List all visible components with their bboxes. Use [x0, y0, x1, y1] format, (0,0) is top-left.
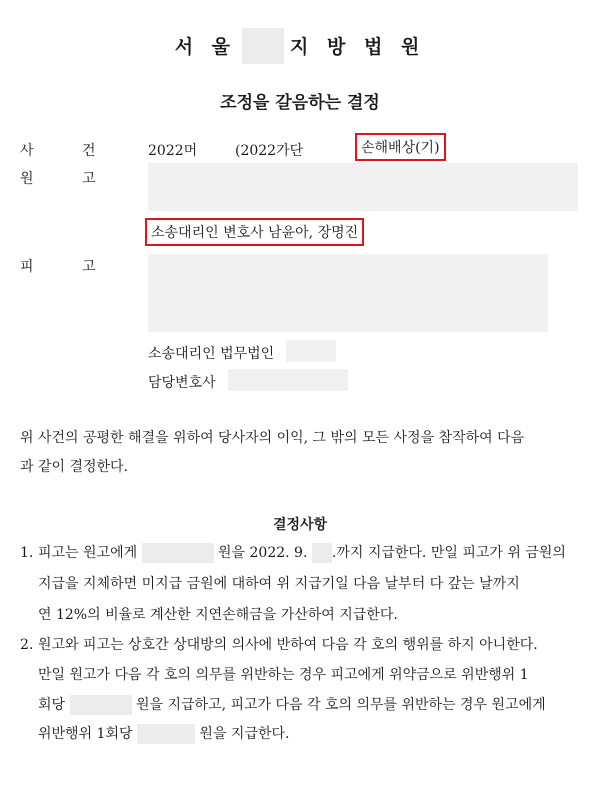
redacted-amount: [142, 543, 214, 563]
redacted-court-region: [242, 28, 284, 64]
redacted-firm-name: [286, 340, 336, 362]
intro-line-2: 과 같이 결정한다.: [20, 459, 129, 475]
defendant-lawyer: 담당변호사: [148, 375, 216, 391]
item-1-part-b: 원을 2022. 9.: [218, 545, 308, 561]
item-1-line-3: 연 12%의 비율로 계산한 지연손해금을 가산하여 지급한다.: [38, 607, 398, 623]
item-2-line-3: [38, 690, 546, 721]
label-sa: 사: [20, 143, 34, 159]
item-1-part-c: .까지 지급한다. 만일 피고가 위 금원의: [331, 545, 566, 561]
defendant-attorney: 소송대리인 법무법인: [148, 346, 275, 362]
item-1-part-a: 피고는 원고에게: [38, 545, 138, 561]
redacted-defendant-info: [148, 254, 548, 332]
label-won: 원: [20, 171, 34, 187]
item-2-part-d: 원을 지급한다.: [199, 726, 290, 742]
item-1-number: 1.: [20, 545, 34, 561]
item-2-number: 2.: [20, 637, 34, 653]
label-go-defendant: 고: [82, 259, 96, 275]
redacted-day: [312, 543, 332, 563]
item-2-part-b: 원을 지급하고, 피고가 다음 각 호의 의무를 위반하는 경우 원고에게: [135, 697, 546, 713]
intro-line-1: 위 사건의 공평한 해결을 위하여 당사자의 이익, 그 밖의 모든 사정을 참작하여 다음: [20, 430, 525, 446]
redacted-penalty-1: [70, 695, 132, 715]
case-claim-highlight: [355, 133, 446, 161]
case-related: (2022가단: [235, 143, 304, 159]
plaintiff-attorney-highlight: [145, 218, 364, 246]
label-go-plaintiff: 고: [82, 171, 96, 187]
court-name-right: 지 방 법 원: [290, 36, 426, 58]
label-pi: 피: [20, 259, 34, 275]
redacted-penalty-2: [137, 724, 195, 744]
item-2-line-1: 원고와 피고는 상호간 상대방의 의사에 반하여 다음 각 호의 행위를 하지 아니한다.: [38, 637, 538, 653]
item-1-line-2: 지급을 지체하면 미지급 금원에 대하여 위 지급기일 다음 날부터 다 갚는 날까지: [38, 576, 520, 592]
item-2-line-4: [38, 719, 289, 750]
item-2-part-a: 회당: [38, 697, 66, 713]
case-number: 2022머: [148, 143, 198, 159]
item-1-line-1: [38, 538, 566, 569]
court-name-left: 서 울: [174, 36, 237, 58]
case-claim: 손해배상(기): [361, 140, 440, 156]
redacted-plaintiff-info: [148, 163, 578, 211]
court-name: [0, 30, 600, 66]
document-title: 조정을 갈음하는 결정: [220, 93, 380, 113]
section-title: 결정사항: [272, 517, 328, 533]
plaintiff-attorney: 소송대리인 변호사 남윤아, 장명진: [151, 225, 359, 241]
label-geon: 건: [82, 143, 96, 159]
item-2-line-2: 만일 원고가 다음 각 호의 의무를 위반하는 경우 피고에게 위약금으로 위반행위 1: [38, 667, 529, 683]
item-2-part-c: 위반행위 1회당: [38, 726, 133, 742]
redacted-lawyer-name: [228, 369, 348, 391]
